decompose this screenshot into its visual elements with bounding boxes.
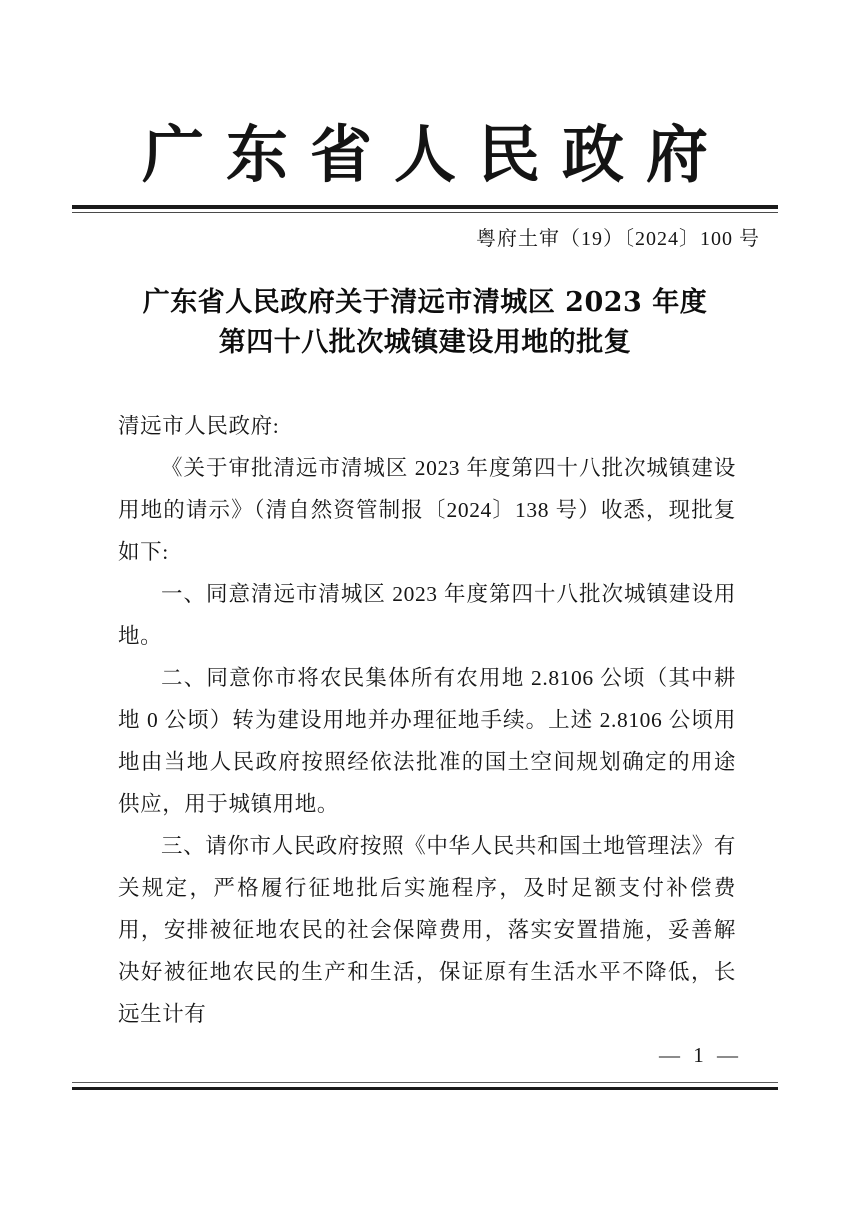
body-paragraph-item-two: 二、同意你市将农民集体所有农用地 2.8106 公顷（其中耕地 0 公顷）转为建设用地并办理征地手续。上述 2.8106 公顷用地由当地人民政府按照经依法批准的国土空间规划确定的用途供应，用于城镇用地。 xyxy=(118,666,736,816)
header-rule xyxy=(72,205,778,213)
page-title-line-2: 第四十八批次城镇建设用地的批复 xyxy=(218,327,632,358)
body-paragraph-preamble: 《关于审批清远市清城区 2023 年度第四十八批次城镇建设用地的请示》（清自然资管制报〔2024〕138 号）收悉，现批复如下: xyxy=(118,456,736,564)
footer-rule-thick xyxy=(72,1087,778,1090)
document-body xyxy=(118,405,736,1035)
body-paragraph-item-one: 一、同意清远市清城区 2023 年度第四十八批次城镇建设用地。 xyxy=(118,582,736,648)
masthead-title: 广东省人民政府 xyxy=(141,118,730,191)
body-paragraph-item-three: 三、请你市人民政府按照《中华人民共和国土地管理法》有关规定，严格履行征地批后实施程序，及时足额支付补偿费用，安排被征地农民的社会保障费用，落实安置措施，妥善解决好被征地农民的生产和生活，保证原有生活水平不降低，长远生计有 xyxy=(118,834,736,1026)
salutation: 清远市人民政府: xyxy=(118,414,280,438)
header-rule-thin xyxy=(72,212,778,213)
footer-rule-thin xyxy=(72,1082,778,1083)
footer-rule xyxy=(72,1082,778,1090)
page-title xyxy=(95,283,755,363)
page-number: — 1 — xyxy=(659,1043,742,1067)
document-serial-number: 粤府土审（19）〔2024〕100 号 xyxy=(476,228,760,250)
header-rule-thick xyxy=(72,205,778,209)
page-title-line-1: 广东省人民政府关于清远市清城区 2023 年度 xyxy=(142,287,708,318)
